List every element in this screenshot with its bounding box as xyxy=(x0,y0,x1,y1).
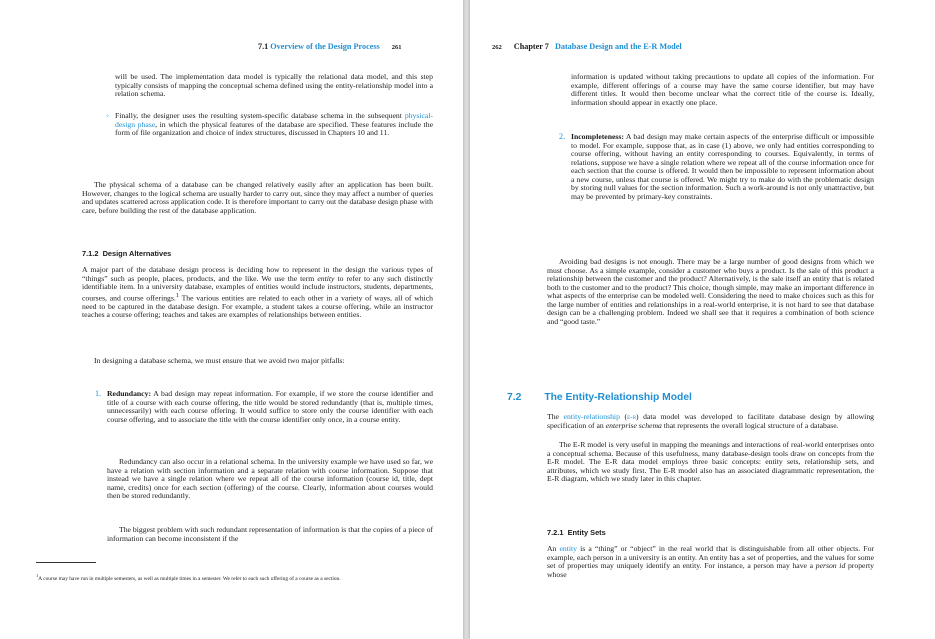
paragraph: In designing a database schema, we must ensure that we avoid two major pitfalls: xyxy=(94,356,345,365)
page-number: 262 xyxy=(492,44,502,51)
paragraph: Redundancy can also occur in a relational schema. In the university example we have used so far, we have a relation with section information and a separate relation with course information. Suppose that instead we have a single relation where we repeat all of the course information (course id, title, dept name, credits) once for each section (offering) of the course. Clearly, information about courses would then be stored redundantly. xyxy=(107,457,433,500)
term-entity: entity xyxy=(559,544,578,553)
right-page xyxy=(470,0,935,639)
paragraph: The biggest problem with such redundant representation of information is that the copies of a piece of information can become inconsistent if the xyxy=(107,525,433,543)
paragraph: An entity is a “thing” or “object” in the real world that is distinguishable from all other objects. For example, each person in a university is an entity. An entity has a set of properties, and the values for some set of properties may uniquely identify an entity. For instance, a person may have a person id property whose xyxy=(547,544,875,579)
list-number: 1. xyxy=(95,389,102,398)
running-head-title: Database Design and the E-R Model xyxy=(554,42,682,51)
section-heading: 7.2 The Entity-Relationship Model xyxy=(507,392,692,403)
bullet-marker: ◦ xyxy=(106,111,109,120)
list-item-redundancy: Redundancy: A bad design may repeat information. For example, if we store the course identifier and title of a course with each course offering, the title would be stored redundantly (that is, multiple times, unnecessarily) with each course offering. It would suffice to store only the course identifier with each course offering, and to associate the title with the course identifier only once, in a course entity. xyxy=(107,389,433,424)
list-number: 2. xyxy=(559,132,566,141)
page-number: 261 xyxy=(391,44,402,51)
footnote-rule xyxy=(36,562,96,563)
left-page xyxy=(0,0,463,639)
paragraph: A major part of the database design process is deciding how to represent in the design the various types of “things” such as people, places, products, and the like. We use the term entity to refer to any such distinctly identifiable item. In a university database, examples of entities would include instructors, students, departments, courses, and course offerings.$^1$ The various entities are related to each other in a variety of ways, all of which need to be captured in the database design. For example, a student takes a course offering, while an instructor teaches a course offering; teaches and takes are examples of relationships between entities. xyxy=(82,265,433,320)
subsection-heading: 7.2.1 Entity Sets xyxy=(547,528,606,537)
paragraph: The physical schema of a database can be changed relatively easily after an application has been built. However, changes to the logical schema are usually harder to carry out, since they may affect a number of queries and updates scattered across application code. It is therefore important to carry out the database design phase with care, before building the rest of the database application. xyxy=(82,180,433,215)
list-item-incompleteness: Incompleteness: A bad design may make certain aspects of the enterprise difficult or impossible to model. For example, suppose that, as in case (1) above, we only had entities corresponding to course offering, without having an entity corresponding to courses. Equivalently, in terms of relations, suppose we have a single relation where we repeat all of the course information once for each section that the course is offered. It would then be impossible to represent information about a new course, unless that course is offered. We might try to make do with the problematic design by storing null values for the section information. Such a work-around is not only unattractive, but may be prevented by primary-key constraints. xyxy=(571,132,874,201)
term-entity-relationship: entity-relationship xyxy=(563,412,620,421)
right-running-head xyxy=(492,42,682,51)
footnote: $^1$A course may have run in multiple semesters, as well as multiple times in a semester. We refer to each such offering of a course as a section. xyxy=(36,573,341,582)
paragraph: information is updated without taking precautions to update all copies of the information. For example, different offerings of a course may have the same course identifier, but may have different titles. It would then become unclear what the correct title of the course is. Ideally, information should appear in exactly one place. xyxy=(571,72,874,107)
subsection-heading: 7.1.2 Design Alternatives xyxy=(82,249,172,258)
running-head-chapter: Chapter 7 xyxy=(513,42,549,51)
running-head-section-number: 7.1 xyxy=(258,42,269,51)
paragraph: The E-R model is very useful in mapping the meanings and interactions of real-world enterprises onto a conceptual schema. Because of this usefulness, many database-design tools draw on concepts from the E-R model. The E-R data model employs three basic concepts: entity sets, relationship sets, and attributes, which we study first. The E-R model also has an associated diagrammatic representation, the E-R diagram, which we study later in this chapter. xyxy=(547,440,874,483)
paragraph: The entity-relationship (e-r) data model was developed to facilitate database design by allowing specification of an enterprise schema that represents the overall logical structure of a database. xyxy=(547,412,875,430)
footnote-mark: 1 xyxy=(175,291,180,299)
paragraph: Avoiding bad designs is not enough. There may be a large number of good designs from which we must choose. As a simple example, consider a customer who buys a product. Is the sale of this product a relationship between the customer and the product? Alternatively, is the sale itself an entity that is related both to the customer and to the product? This choice, though simple, may make an important difference in what aspects of the enterprise can be modeled well. Considering the need to make choices such as this for the large number of entities and relationships in a real-world enterprise, it is not hard to see that database design can be a challenging problem. Indeed we shall see that it requires a combination of both science and “good taste.” xyxy=(547,257,874,326)
bullet-item: Finally, the designer uses the resulting system-specific database schema in the subsequent physical-design phase, in which the physical features of the database are specified. These features include the form of file organization and choice of index structures, discussed in Chapters 10 and 11. xyxy=(115,111,434,137)
term-physical-design-phase: physical-design phase xyxy=(115,111,433,129)
left-running-head xyxy=(258,42,402,51)
paragraph: will be used. The implementation data model is typically the relational data model, and this step typically consists of mapping the conceptual schema defined using the entity-relationship model into a relation schema. xyxy=(115,72,433,98)
running-head-title: Overview of the Design Process xyxy=(270,42,380,51)
